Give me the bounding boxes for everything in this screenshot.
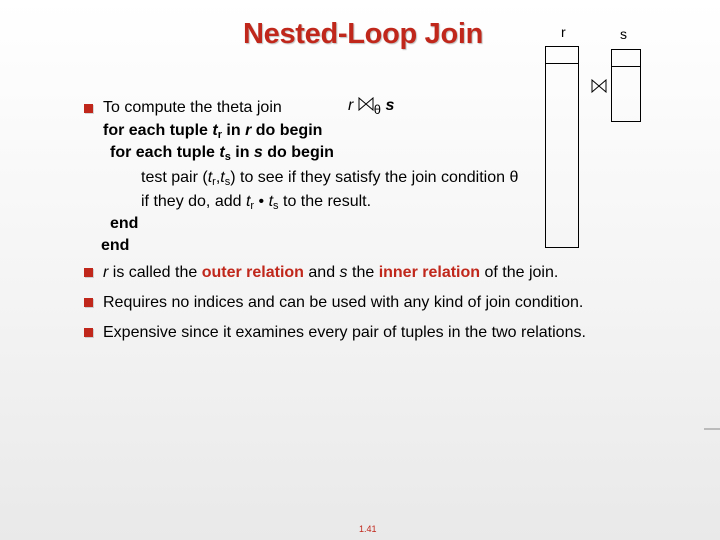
bullet-marker — [84, 328, 93, 337]
text-span: and — [303, 264, 340, 281]
outer-relation-term: outer relation — [201, 264, 304, 281]
pseudocode-line-add-result — [141, 192, 371, 216]
pseudocode-line-test-pair — [141, 168, 518, 192]
theta-join-intro: To compute the theta join — [103, 99, 282, 116]
pseudocode-line-outer-end: end — [101, 237, 130, 254]
code-text: in — [230, 144, 254, 161]
code-subscript: s — [273, 200, 279, 212]
text-span: the — [347, 264, 379, 281]
relation-r: r — [103, 264, 109, 281]
bullet-marker — [84, 268, 93, 277]
code-text: for each tuple — [110, 144, 220, 161]
pseudocode-line-outer-loop — [103, 121, 322, 145]
text-span: of the join. — [480, 264, 559, 281]
bowtie-join-icon — [358, 97, 374, 111]
inner-relation-term: inner relation — [378, 264, 481, 281]
code-subscript: s — [224, 151, 231, 163]
theta-join-expression — [348, 96, 394, 120]
code-text: , — [215, 169, 221, 186]
relation-r-row-divider — [545, 63, 578, 64]
bullet-4-text: Expensive since it examines every pair of tuples in the two relations. — [103, 324, 586, 341]
relation-s: s — [339, 264, 348, 281]
code-subscript: r — [212, 176, 216, 188]
code-text: do begin — [262, 144, 334, 161]
pseudocode-line-inner-loop — [110, 143, 334, 167]
join-theta-subscript: θ — [373, 102, 382, 117]
relation-s-box — [611, 49, 641, 122]
text-span: is called the — [108, 264, 202, 281]
code-text: in — [221, 122, 246, 139]
pseudocode-line-inner-end: end — [110, 215, 139, 232]
code-subscript: r — [217, 129, 222, 141]
code-subscript: r — [250, 200, 255, 212]
bowtie-join-icon — [591, 79, 607, 93]
code-text: do begin — [251, 122, 323, 139]
code-text: to the result. — [278, 193, 372, 210]
code-text: ) to see if they satisfy the join condition — [230, 169, 510, 186]
code-rel: s — [253, 144, 263, 161]
relation-s-label: s — [620, 26, 627, 42]
join-right-relation: s — [385, 97, 395, 114]
slide-number: 1.41 — [359, 524, 377, 534]
edge-divider — [704, 428, 720, 430]
relation-r-label: r — [561, 24, 566, 40]
bullet-marker — [84, 104, 93, 113]
code-text: • — [254, 193, 269, 210]
theta-symbol: θ — [509, 169, 519, 186]
join-left-relation: r — [348, 97, 354, 114]
code-var: t — [207, 169, 213, 186]
relation-r-box — [545, 46, 579, 248]
code-rel: r — [245, 122, 252, 139]
code-var: t — [268, 193, 274, 210]
code-subscript: s — [224, 176, 231, 188]
code-text: for each tuple — [103, 122, 213, 139]
bullet-3-text: Requires no indices and can be used with any kind of join condition. — [103, 294, 584, 311]
relation-s-row-divider — [611, 66, 640, 67]
code-text: if they do, add — [141, 193, 246, 210]
code-var: t — [219, 144, 225, 161]
code-var: t — [245, 193, 251, 210]
code-text: test pair ( — [141, 169, 208, 186]
bullet-2-text — [103, 263, 558, 283]
code-var: t — [212, 122, 218, 139]
code-var: t — [220, 169, 225, 186]
slide-title: Nested-Loop Join — [243, 18, 484, 50]
bullet-1-text — [103, 98, 282, 118]
bullet-marker — [84, 298, 93, 307]
